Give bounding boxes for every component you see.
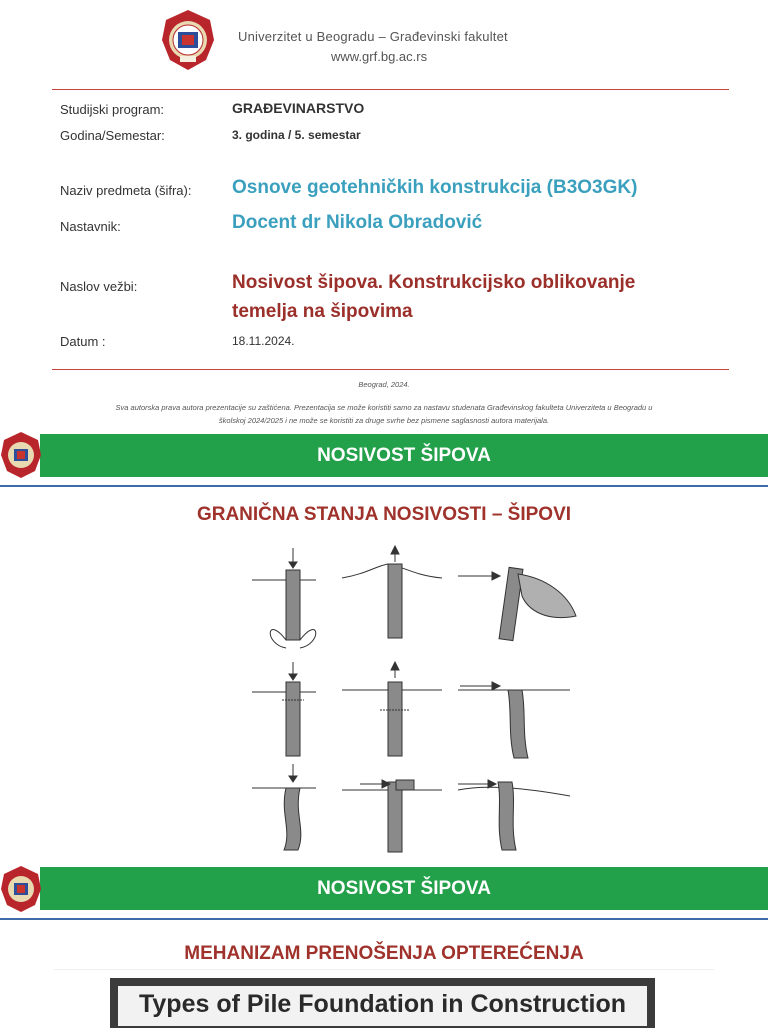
university-name: Univerzitet u Beogradu – Građevinski fakultet: [238, 29, 508, 44]
slide1-title: GRANIČNA STANJA NOSIVOSTI – ŠIPOVI: [196, 504, 572, 525]
copyright-notice: [40, 401, 728, 427]
exercise-title-label: Naslov vežbi:: [60, 279, 138, 294]
slide2-title: MEHANIZAM PRENOŠENJA OPTEREĆENJA: [184, 943, 584, 964]
program-label: Studijski program:: [60, 102, 165, 117]
exercise-title: [232, 268, 722, 326]
slide1-logo: [0, 430, 42, 480]
teacher-label: Nastavnik:: [60, 219, 121, 234]
top-divider: [52, 89, 729, 90]
teacher-value: Docent dr Nikola Obradović: [232, 212, 483, 233]
slide2-divider: [0, 918, 768, 920]
slide1-banner-title: NOSIVOST ŠIPOVA: [317, 445, 491, 466]
exercise-title-line1: Nosivost šipova. Konstrukcijsko oblikovanje: [232, 272, 636, 293]
bottom-divider: [52, 369, 729, 370]
faculty-seal-logo: [160, 8, 216, 72]
course-label: Naziv predmeta (šifra):: [60, 183, 192, 198]
slide2-logo: [0, 864, 42, 914]
exercise-title-line2: temelja na šipovima: [232, 301, 413, 322]
date-value: 18.11.2024.: [232, 334, 295, 348]
year-value: 3. godina / 5. semestar: [232, 128, 361, 142]
program-value: GRAĐEVINARSTVO: [232, 100, 365, 116]
year-label: Godina/Semestar:: [60, 128, 165, 143]
course-value: Osnove geotehničkih konstrukcija (B3O3GK): [232, 177, 638, 198]
slide1-divider: [0, 485, 768, 487]
slide2-banner-title: NOSIVOST ŠIPOVA: [317, 878, 491, 899]
pile-failure-modes-figure: [246, 544, 578, 854]
slide2-banner: [40, 867, 768, 910]
date-label: Datum :: [60, 334, 106, 349]
pile-types-image-title: Types of Pile Foundation in Construction: [138, 990, 627, 1018]
slide1-banner: [40, 434, 768, 477]
university-website: www.grf.bg.ac.rs: [331, 49, 428, 64]
copyright-line2: školskoj 2024/2025 i ne može se koristiti za druge svrhe bez pismene saglasnosti autora materijala.: [218, 416, 550, 425]
place-year: Beograd, 2024.: [358, 380, 410, 389]
slide2-faint-rule: [54, 969, 714, 970]
copyright-line1: Sva autorska prava autora prezentacije su zaštićena. Prezentacija se može koristiti samo za nastavu studenata Građevinskog fakulteta Univerziteta u Beogradu u: [115, 403, 653, 412]
